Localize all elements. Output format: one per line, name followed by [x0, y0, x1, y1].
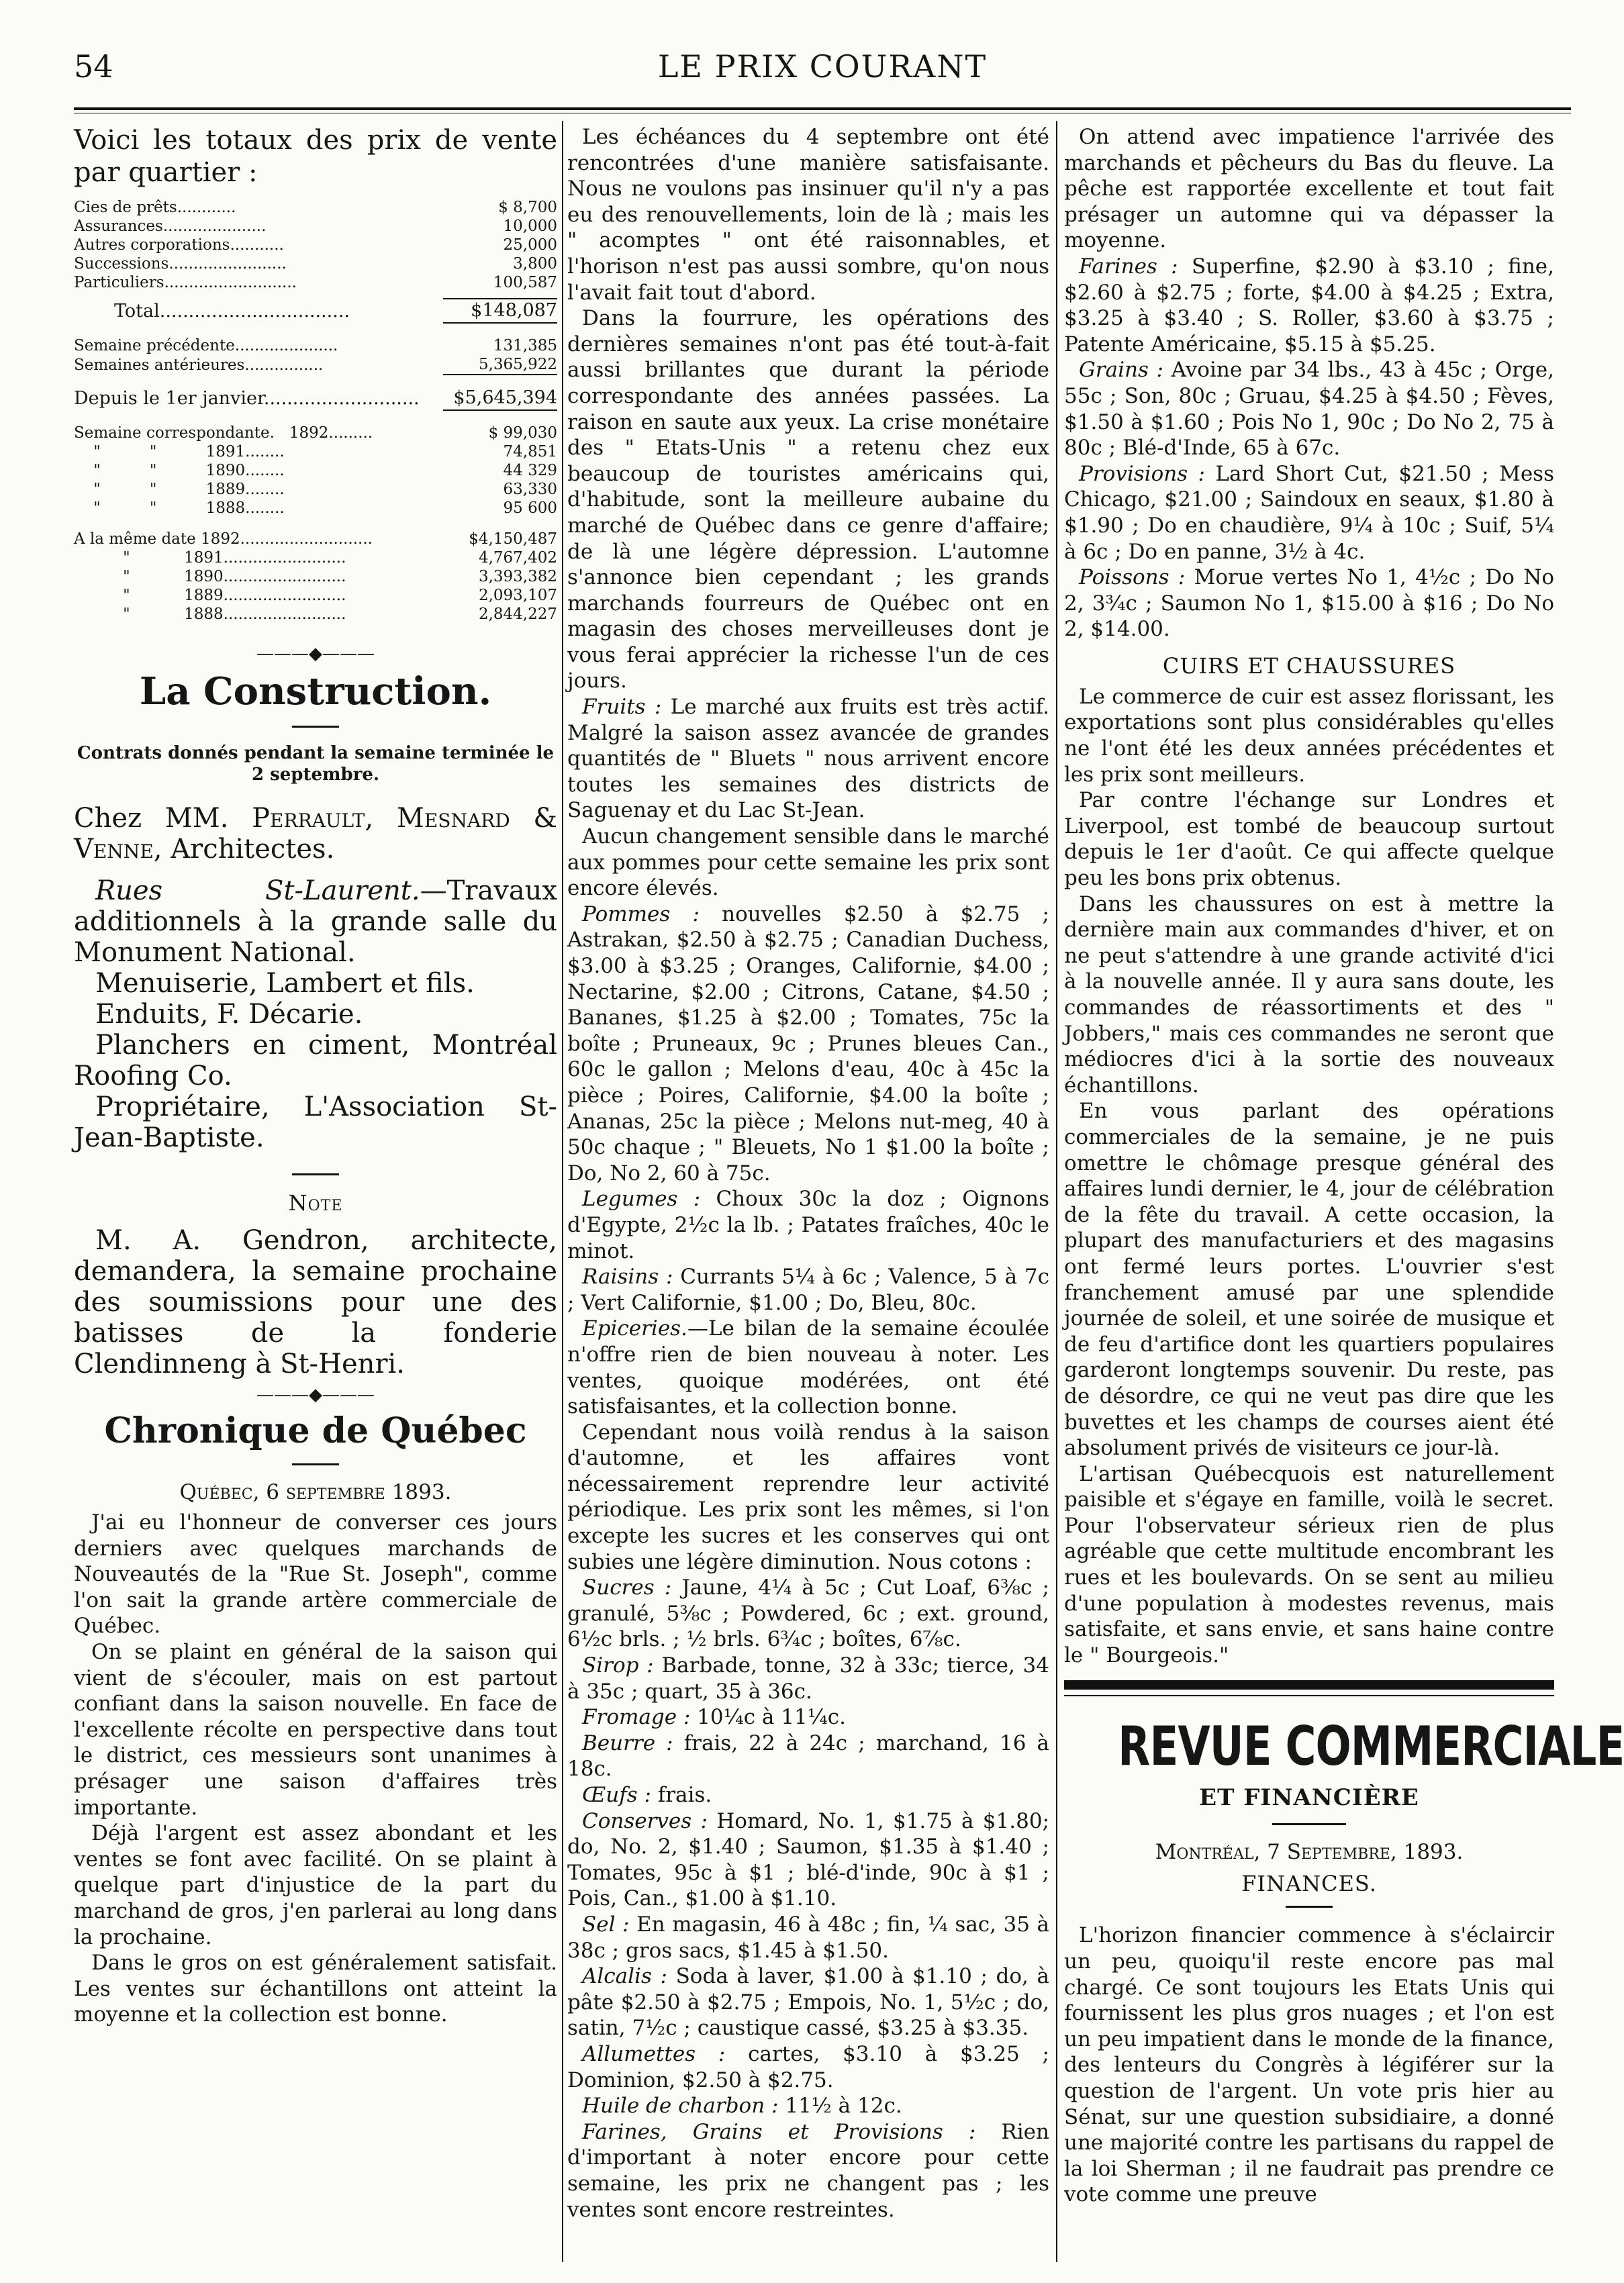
- table-row: [74, 355, 557, 375]
- paragraph-legumes: [567, 1186, 1049, 1264]
- quebec-dateline: Québec, 6 septembre 1893.: [179, 1480, 452, 1504]
- row-label: A la même date 1892...........................: [74, 530, 373, 548]
- grains-label: Grains :: [1079, 358, 1163, 383]
- short-rule: [292, 726, 339, 728]
- row-label: Assurances.....................: [74, 217, 267, 235]
- paragraph-epiceries: [567, 1316, 1049, 1419]
- grains-text: Avoine par 34 lbs., 43 à 45c ; Orge, 55c ; Son, 80c ; Gruau, $4.25 à $4.50 ; Fèves, $1.50 à $1.60 ; Pois No 1, 90c ; Do No 2, 75 à 80c ; Blé-d'Inde, 65 à 67c.: [1064, 358, 1554, 460]
- architects-line: [74, 803, 557, 865]
- column-divider-1: [562, 121, 563, 2262]
- row-label: Semaine correspondante. 1892.........: [74, 424, 373, 442]
- beurre-text: frais, 22 à 24c ; marchand, 16 à 18c.: [567, 1731, 1050, 1782]
- paragraph-echeances: Les échéances du 4 septembre ont été rencontrées d'une manière satisfaisante. Nous ne voulons pas insinuer qu'il n'y a pas eu des renouvellements, loin de là ; mais les " acomptes " ont été raisonnables, et l'horison n'est pas aussi sombre, qu'on nous l'avait fait tout d'abord.: [567, 125, 1049, 305]
- column-middle: [567, 124, 1049, 2239]
- table-row: [74, 236, 557, 254]
- newspaper-title: LE PRIX COURANT: [657, 48, 988, 85]
- row-label: " " 1891........: [74, 443, 285, 460]
- table-row: [74, 336, 557, 355]
- totals-table: [74, 198, 557, 624]
- paragraph-raisins: [567, 1264, 1049, 1316]
- cuirs-paragraph: L'artisan Québecquois est naturellement paisible et s'égaye en famille, voilà le secret. Pour l'observateur sérieux rien de plus agréable que cette multitude encombrant les rues et les boulevards. On se sent au milieu d'une population à modestes revenus, mais satisfaite, et sans envie, et sans haine contre le " Bourgeois.": [1064, 1461, 1554, 1667]
- pommes-text: nouvelles $2.50 à $2.75 ; Astrakan, $2.50 à $2.75 ; Canadian Duchess, $3.00 à $3.25 ; Oranges, Californie, $4.00 ; Nectarine, $2.00 ; Citrons, Catane, $4.50 ; Bananes, $1.25 à $2.00 ; Tomates, 75c la boîte ; Pruneaux, 9c ; Prunes bleues Can., 60c le gallon ; Melons d'eau, 40c à 45c la pièce ; Poires, Californie, $4.00 la boîte ; Ananas, 25c la pièce ; Melons nut-meg, 40 à 50c chaque ; " Bleuets, No 1 $1.00 la boîte ; Do, No 2, 60 à 75c.: [567, 902, 1049, 1185]
- planchers-line: Planchers en ciment, Montréal Roofing Co.: [74, 1030, 557, 1091]
- chronique-body: [74, 1510, 557, 2028]
- table-row: [74, 530, 557, 548]
- finances-body: [1064, 1923, 1554, 2208]
- table-row: [74, 254, 557, 273]
- cuirs-body: [1064, 684, 1554, 1669]
- table-row: [74, 499, 557, 518]
- row-value: 5,365,922: [478, 356, 557, 373]
- row-label: " " 1889........: [74, 481, 285, 498]
- column-right: [1064, 124, 1624, 2239]
- finances-paragraph: L'horizon financier commence à s'éclaircir un peu, quoiqu'il reste encore pas mal chargé. Ce sont toujours les Etats Unis qui fournissent les plus gros nuages ; et l'on est un peu impatient dans le monde de la finance, des lenteurs du Congrès à légiférer sur la question de l'argent. Un vote pris hier au Sénat, sur une question subsidiaire, a donné une majorité contre les partisans du rappel de la loi Sherman ; il ne faudrait pas prendre ce vote comme une preuve: [1064, 1923, 1554, 2207]
- farines-grains-text: Rien d'important à noter encore pour cette semaine, les prix ne changent pas ; les ventes sont encore restreintes.: [567, 2119, 1049, 2222]
- paragraph-sirop: [567, 1653, 1049, 1704]
- raisins-text: Currants 5¼ à 6c ; Valence, 5 à 7c ; Vert Californie, $1.00 ; Do, Bleu, 80c.: [567, 1265, 1049, 1315]
- row-value: 74,851: [503, 443, 557, 460]
- paragraph-alcalis: [567, 1963, 1049, 2041]
- raisins-label: Raisins :: [582, 1265, 673, 1290]
- oeufs-label: Œufs :: [582, 1783, 651, 1807]
- table-row: [74, 548, 557, 567]
- beurre-label: Beurre :: [582, 1731, 673, 1755]
- legumes-label: Legumes :: [582, 1187, 701, 1212]
- total-label: Total.................................: [114, 301, 350, 322]
- row-value: 63,330: [503, 481, 557, 498]
- paragraph-automne: Cependant nous voilà rendus à la saison d'automne, et les affaires vont nécessairement reprendre leur activité périodique. Les prix sont les mêmes, si l'on excepte les sucres et les conserves qui ont subies une légère diminution. Nous cotons :: [567, 1420, 1049, 1574]
- alcalis-text: Soda à laver, $1.00 à $1.10 ; do, à pâte $2.50 à $2.75 ; Empois, No. 1, 5½c ; do, satin, 7½c ; caustique cassé, $3.25 à $3.35.: [567, 1964, 1049, 2041]
- provisions-label: Provisions :: [1079, 461, 1205, 486]
- total-row: [74, 299, 557, 323]
- row-value: 4,767,402: [478, 549, 557, 567]
- fruits-label: Fruits :: [582, 695, 662, 720]
- paragraph-farines: [1064, 254, 1554, 357]
- table-row: [74, 424, 557, 442]
- row-value: 44 329: [503, 462, 557, 479]
- chronique-paragraph: Déjà l'argent est assez abondant et les ventes se font avec facilité. On se plaint à quelque part d'injustice de la part du marchand de gros, j'en parlerai au long dans la prochaine.: [74, 1821, 557, 1949]
- market-report-continued: [1064, 124, 1554, 642]
- conserves-text: Homard, No. 1, $1.75 à $1.80; do, No. 2, $1.40 ; Saumon, $1.35 à $1.40 ; Tomates, 95c à $1 ; blé-d'inde, 90c à $1 ; Pois, Can., $1.00 à $1.10.: [567, 1808, 1049, 1911]
- chronique-paragraph: Dans le gros on est généralement satisfait. Les ventes sur échantillons ont atteint la moyenne et la collection est bonne.: [74, 1951, 557, 2027]
- row-value: 95 600: [503, 499, 557, 517]
- alcalis-label: Alcalis :: [582, 1964, 667, 1989]
- row-value: $5,645,394: [453, 387, 557, 408]
- construction-body: [74, 803, 557, 1153]
- table-row: [74, 442, 557, 461]
- paragraph-sucres: [567, 1575, 1049, 1653]
- cuirs-paragraph: Par contre l'échange sur Londres et Liverpool, est tombé de beaucoup surtout depuis le 1er d'août. Ce qui affecte quelque peu les bons prix obtenus.: [1064, 788, 1554, 891]
- proprietaire-line: Propriétaire, L'Association St-Jean-Baptiste.: [74, 1091, 557, 1153]
- sel-label: Sel :: [582, 1912, 630, 1937]
- sucres-label: Sucres :: [582, 1575, 672, 1600]
- table-row: [74, 217, 557, 236]
- row-label: " " 1888........: [74, 499, 285, 517]
- short-rule: [1286, 1906, 1333, 1908]
- huile-text: 11½ à 12c.: [778, 2094, 902, 2119]
- row-value: 3,393,382: [478, 568, 557, 585]
- contracts-note: Contrats donnés pendant la semaine terminée le 2 septembre.: [77, 743, 555, 785]
- row-value: $4,150,487: [469, 530, 557, 548]
- sucres-text: Jaune, 4¼ à 5c ; Cut Loaf, 6⅜c ; granulé, 5⅜c ; Powdered, 6c ; ext. ground, 6½c brls. ; ½ brls. 6¾c ; boîtes, 6⅞c.: [567, 1575, 1050, 1652]
- table-row: [74, 198, 557, 217]
- ornament-divider: ———◆———: [256, 1385, 375, 1405]
- paragraph-farines-grains: [567, 2119, 1049, 2223]
- header-rule-thick: [74, 107, 1571, 110]
- since-row: [74, 387, 557, 410]
- enduits-line: Enduits, F. Décarie.: [95, 999, 363, 1030]
- revue-commerciale-heading: REVUE COMMERCIALE: [1118, 1715, 1624, 1778]
- fruits-text: Le marché aux fruits est très actif. Malgré la saison assez avancée de grandes quantités de " Bluets " nous arrivent encore toutes les semaines des districts de Saguenay et du Lac St-Jean.: [567, 695, 1049, 823]
- conserves-label: Conserves :: [582, 1808, 708, 1833]
- row-value: $ 99,030: [488, 424, 557, 442]
- sirop-text: Barbade, tonne, 32 à 33c; tierce, 34 à 35c ; quart, 35 à 36c.: [567, 1653, 1050, 1704]
- short-rule: [292, 1463, 339, 1465]
- paragraph-huile: [567, 2093, 1049, 2119]
- totals-intro: Voici les totaux des prix de vente par quartier :: [74, 125, 557, 188]
- row-value: $ 8,700: [498, 199, 557, 216]
- table-row: [74, 273, 557, 292]
- paragraph-sel: [567, 1912, 1049, 1963]
- row-label: Successions........................: [74, 255, 287, 273]
- cuirs-paragraph: Le commerce de cuir est assez florissant, les exportations sont plus considérables qu'elles ne l'ont été les deux années précédentes et les prix sont meilleurs.: [1064, 684, 1554, 787]
- total-value: $148,087: [443, 299, 557, 323]
- row-label: Cies de prêts............: [74, 199, 236, 216]
- epiceries-text: —Le bilan de la semaine écoulée n'offre rien de bien nouveau à noter. Les ventes, quoique modérées, ont été satisfaisantes, et la collection bonne.: [567, 1316, 1049, 1419]
- poissons-label: Poissons :: [1079, 565, 1186, 590]
- paragraph-pommes-intro: Aucun changement sensible dans le marché aux pommes pour cette semaine les prix sont encore élevés.: [567, 824, 1049, 901]
- row-label: Depuis le 1er janvier...........................: [74, 388, 420, 409]
- farines-label: Farines :: [1079, 254, 1178, 279]
- row-label: " 1888.........................: [74, 605, 346, 623]
- note-body: [74, 1225, 557, 1379]
- paragraph-fromage: [567, 1704, 1049, 1731]
- row-label: Semaine précédente.....................: [74, 337, 338, 354]
- row-value: 3,800: [513, 255, 557, 273]
- short-rule: [292, 1173, 339, 1175]
- section-bar-thin: [1064, 1695, 1554, 1696]
- cuirs-paragraph: Dans les chaussures on est à mettre la dernière main aux commandes d'hiver, et on ne peut s'attendre à une grande activité d'ici à la nouvelle année. Il y aura sans doute, les commandes de réassortiments et des " Jobbers," mais ces commandes ne seront que médiocres d'ici à la sortie des nouveaux échantillons.: [1064, 891, 1554, 1098]
- row-value: 131,385: [493, 337, 557, 354]
- paragraph-pommes: [567, 902, 1049, 1187]
- legumes-text: Choux 30c la doz ; Oignons d'Egypte, 2½c la lb. ; Patates fraîches, 40c le minot.: [567, 1187, 1049, 1263]
- rues-text: —Travaux additionnels à la grande salle du Monument National.: [74, 875, 557, 968]
- architect-names: Perrault, Mesnard & Venne: [74, 803, 558, 865]
- short-rule: [1272, 1823, 1346, 1825]
- cuirs-paragraph: En vous parlant des opérations commerciales de la semaine, je ne puis omettre le chômage presque général des affaires lundi dernier, le 4, jour de célébration de la fête du travail. A cette occasion, la plupart des manufacturiers et des magasins ont fermé leurs portes. L'ouvrier s'est franchement amusé par une splendide journée de soleil, et une soirée de musique et de feu d'artifice dont les quartiers populaires garderont longtemps souvenir. Du reste, pas de désordre, ce qui ne veut pas dire que les buvettes et les champs de courses aient été absolument privés de visiteurs ce jour-là.: [1064, 1099, 1554, 1461]
- page-number: 54: [74, 48, 113, 85]
- allumettes-text: cartes, $3.10 à $3.25 ; Dominion, $2.50 à $2.75.: [567, 2041, 1050, 2092]
- note-text: M. A. Gendron, architecte, demandera, la semaine prochaine des soumissions pour une des batisses de la fonderie Clendinneng à St-Henri.: [74, 1225, 557, 1379]
- row-label: Semaines antérieures................: [74, 356, 324, 374]
- paragraph-poissons: [1064, 565, 1554, 642]
- paragraph-peche: On attend avec impatience l'arrivée des marchands et pêcheurs du Bas du fleuve. La pêche est rapportée excellente et tout fait présager un automne qui va dépasser la moyenne.: [1064, 125, 1554, 253]
- paragraph-provisions: [1064, 461, 1554, 565]
- chronique-paragraph: J'ai eu l'honneur de converser ces jours derniers avec quelques marchands de Nouveautés de la "Rue St. Joseph", comme l'on sait la grande artère commerciale de Québec.: [74, 1510, 557, 1639]
- column-divider-2: [1056, 121, 1057, 2262]
- row-label: Particuliers...........................: [74, 274, 297, 291]
- row-value: 2,093,107: [478, 587, 557, 604]
- finances-heading: FINANCES.: [1241, 1871, 1377, 1897]
- sel-text: En magasin, 46 à 48c ; fin, ¼ sac, 35 à 38c ; gros sacs, $1.45 à $1.50.: [567, 1912, 1050, 1963]
- provisions-text: Lard Short Cut, $21.50 ; Mess Chicago, $21.00 ; Saindoux en seaux, $1.80 à $1.90 ; Do en chaudière, 9¼ à 10c ; Suif, 5¼ à 6c ; Do en panne, 3½ à 4c.: [1064, 461, 1554, 564]
- row-label: " " 1890........: [74, 462, 285, 479]
- menuiserie-line: Menuiserie, Lambert et fils.: [95, 968, 475, 999]
- paragraph-oeufs: [567, 1782, 1049, 1808]
- market-report: [567, 124, 1049, 2223]
- paragraph-grains: [1064, 357, 1554, 460]
- paragraph-conserves: [567, 1808, 1049, 1912]
- chronique-heading: Chronique de Québec: [104, 1410, 527, 1451]
- fromage-label: Fromage :: [582, 1705, 691, 1730]
- table-row: [74, 567, 557, 586]
- sirop-label: Sirop :: [582, 1653, 654, 1678]
- section-bar: [1064, 1680, 1554, 1690]
- montreal-dateline: Montréal, 7 Septembre, 1893.: [1155, 1840, 1464, 1865]
- cuirs-heading: CUIRS ET CHAUSSURES: [1162, 652, 1456, 679]
- poissons-text: Morue vertes No 1, 4½c ; Do No 2, 3¾c ; Saumon No 1, $15.00 à $16 ; Do No 2, $14.00.: [1064, 565, 1554, 642]
- rues-paragraph: [74, 875, 557, 968]
- paragraph-allumettes: [567, 2041, 1049, 2093]
- row-label: " 1891.........................: [74, 549, 346, 567]
- construction-heading: La Construction.: [139, 669, 492, 714]
- farines-grains-label: Farines, Grains et Provisions :: [582, 2119, 976, 2144]
- huile-label: Huile de charbon :: [582, 2094, 779, 2119]
- fromage-text: 10¼c à 11¼c.: [690, 1705, 846, 1730]
- table-row: [74, 461, 557, 480]
- table-row: [74, 586, 557, 605]
- oeufs-text: frais.: [651, 1783, 712, 1807]
- farines-text: Superfine, $2.90 à $3.10 ; fine, $2.60 à $2.75 ; forte, $4.00 à $4.25 ; Extra, $3.25 à $3.40 ; S. Roller, $3.60 à $3.75 ; Patente Américaine, $5.15 à $5.25.: [1064, 254, 1554, 356]
- allumettes-label: Allumettes :: [582, 2041, 726, 2066]
- chez-post: , Architectes.: [153, 834, 335, 865]
- chronique-paragraph: On se plaint en général de la saison qui vient de s'écouler, mais on est partout confiant dans la saison nouvelle. En face de l'excellente récolte en perspective dans tout le district, ces messieurs sont unanimes à présager une saison d'affaires très importante.: [74, 1639, 557, 1820]
- paragraph-fruits: [567, 694, 1049, 824]
- ornament-divider: ———◆———: [256, 644, 375, 664]
- paragraph-fourrure: Dans la fourrure, les opérations des dernières semaines n'ont pas été tout-à-fait aussi brillantes que durant la période correspondante des années passées. La raison en saute aux yeux. La crise monétaire des " Etats-Unis " a retenu chez eux beaucoup de touristes américains qui, d'habitude, sont la meilleure aubaine du marché de Québec dans ce genre d'affaire; de là une légère dépression. L'automne s'annonce bien cependant ; les grands marchands fourreurs de Québec ont en magasin des choses merveilleuses dont je vous ferai apprécier la richesse l'un de ces jours.: [567, 306, 1049, 693]
- row-value: 10,000: [503, 217, 557, 235]
- row-value: 25,000: [503, 236, 557, 254]
- row-value: 100,587: [493, 274, 557, 291]
- row-label: " 1889.........................: [74, 587, 346, 604]
- table-row: [74, 480, 557, 499]
- note-heading: Note: [288, 1190, 343, 1216]
- pommes-label: Pommes :: [582, 902, 700, 926]
- rues-label: Rues St-Laurent.: [95, 875, 420, 906]
- column-left: [74, 124, 557, 2239]
- epiceries-label: Epiceries.: [582, 1316, 687, 1341]
- row-label: Autres corporations...........: [74, 236, 284, 254]
- table-row: [74, 605, 557, 624]
- financiere-subheading: ET FINANCIÈRE: [1199, 1784, 1419, 1812]
- chez-pre: Chez MM.: [74, 803, 252, 834]
- paragraph-beurre: [567, 1731, 1049, 1782]
- page-header: [74, 48, 1571, 99]
- row-value: 2,844,227: [478, 605, 557, 623]
- row-label: " 1890.........................: [74, 568, 346, 585]
